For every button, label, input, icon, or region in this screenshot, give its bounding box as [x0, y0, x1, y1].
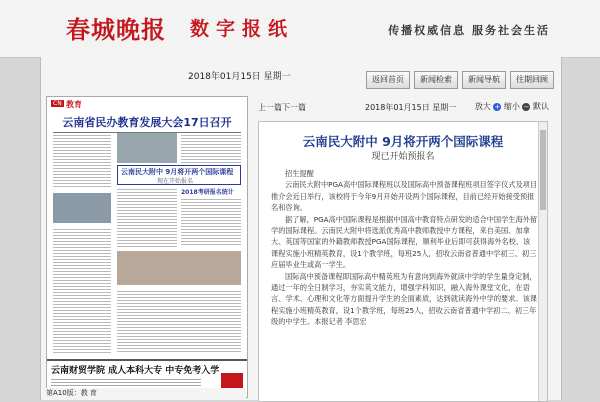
text-column [117, 289, 241, 353]
issue-date: 2018年01月15日 星期一 [188, 72, 291, 82]
photo-thumbnail [53, 193, 111, 223]
archive-button[interactable]: 往期回顾 [510, 71, 554, 89]
article-title: 云南民大附中 9月将开两个国际课程 [302, 134, 504, 149]
text-column [53, 133, 111, 189]
news-nav-button[interactable]: 新闻导航 [462, 71, 506, 89]
default-zoom-button[interactable]: 默认 [533, 102, 549, 111]
ad-text: 云南财贸学院 成人本科大专 中专免考入学 [51, 366, 220, 376]
thumbnail-subhead-2: 现在开始报名 [157, 178, 194, 185]
article-body [271, 168, 537, 328]
masthead-slogan: 传播权威信息 服务社会生活 [388, 24, 550, 37]
page-headline[interactable]: 云南省民办教育发展大会17日召开 [53, 114, 241, 133]
home-button[interactable]: 返回首页 [366, 71, 410, 89]
brand-badge: CN [53, 100, 62, 107]
photo-thumbnail [117, 251, 241, 285]
thumbnail-subhead-3: 2018考研报名统计 [181, 189, 234, 196]
text-column [181, 197, 241, 247]
thumbnail-subhead: 云南民大附中 9月将开两个国际课程 [121, 168, 234, 176]
article-subtitle: 现已开始预报名 [371, 152, 435, 162]
prev-article-link[interactable]: 上一篇 [258, 103, 282, 112]
toolbar-buttons [366, 71, 554, 89]
article-date: 2018年01月15日 星期一 [365, 103, 457, 112]
text-column [53, 227, 111, 353]
article-scrollbar[interactable] [538, 122, 547, 401]
scrollbar-thumb[interactable] [540, 130, 546, 210]
article-paragraph: 据了解，PGA高中国际课程是根据中国高中教育特点研发的适合中国学生海外留学的国际课程。云南民大附中将选派优秀高中教师教授中方课程，来自美国、加拿大、英国等国家的外籍教师教授PGA国际课程，顺利毕业后即可获得海外名校、该课程实施小班精英教育，设1个教学班，每班25人，招收云南省普通中学初三、初三应届毕业生或高一学生。 [271, 214, 538, 270]
zoom-in-label[interactable]: 放大 [474, 102, 491, 111]
newspaper-logo[interactable]: 春城晚报 [66, 15, 166, 44]
article-navigation [250, 100, 555, 115]
zoom-in-icon[interactable]: + [494, 102, 501, 111]
page-label: 第A10版：教 育 [46, 388, 246, 400]
page-header-strip [47, 97, 247, 113]
photo-thumbnail [117, 133, 177, 163]
page-thumbnail[interactable] [46, 96, 248, 398]
article-panel [258, 121, 548, 402]
article-paragraph: 云南民大附中PGA高中国际课程班以及国际高中预备课程班项目签字仪式及项目推介会近日举行，该校将于今年9月开始开设两个国际课程，目前已经开始接受预报名和咨询。 [271, 180, 538, 213]
section-label: 教育 [66, 100, 82, 109]
search-button[interactable]: 新闻检索 [414, 71, 458, 89]
text-column [117, 187, 177, 247]
masthead [0, 0, 600, 58]
zoom-controls [475, 101, 549, 112]
next-article-link[interactable]: 下一篇 [282, 103, 306, 112]
article-paragraph: 招生提醒 [285, 169, 314, 178]
toolbar [40, 63, 560, 89]
article-paragraph: 国际高中预备课程即国际高中精英班为有意向到海外就读中学的学生量身定制，通过一年的全日制学习，夯实英文能力，增强学科知识，融入海外课堂文化，在语言、学术、心理和文化等方面提升学生的全面素质，达到就读海外中学的要求。该课程实施小班精英教育，设1个教学班，每班25人，招收云南省普通中学初二、初三年级的中学生。本报记者 李思宏 [271, 271, 537, 327]
zoom-out-label[interactable]: 缩小 [503, 102, 520, 111]
text-column [181, 133, 241, 163]
zoom-out-icon[interactable]: − [523, 102, 530, 111]
product-title: 数字报纸 [190, 18, 295, 40]
